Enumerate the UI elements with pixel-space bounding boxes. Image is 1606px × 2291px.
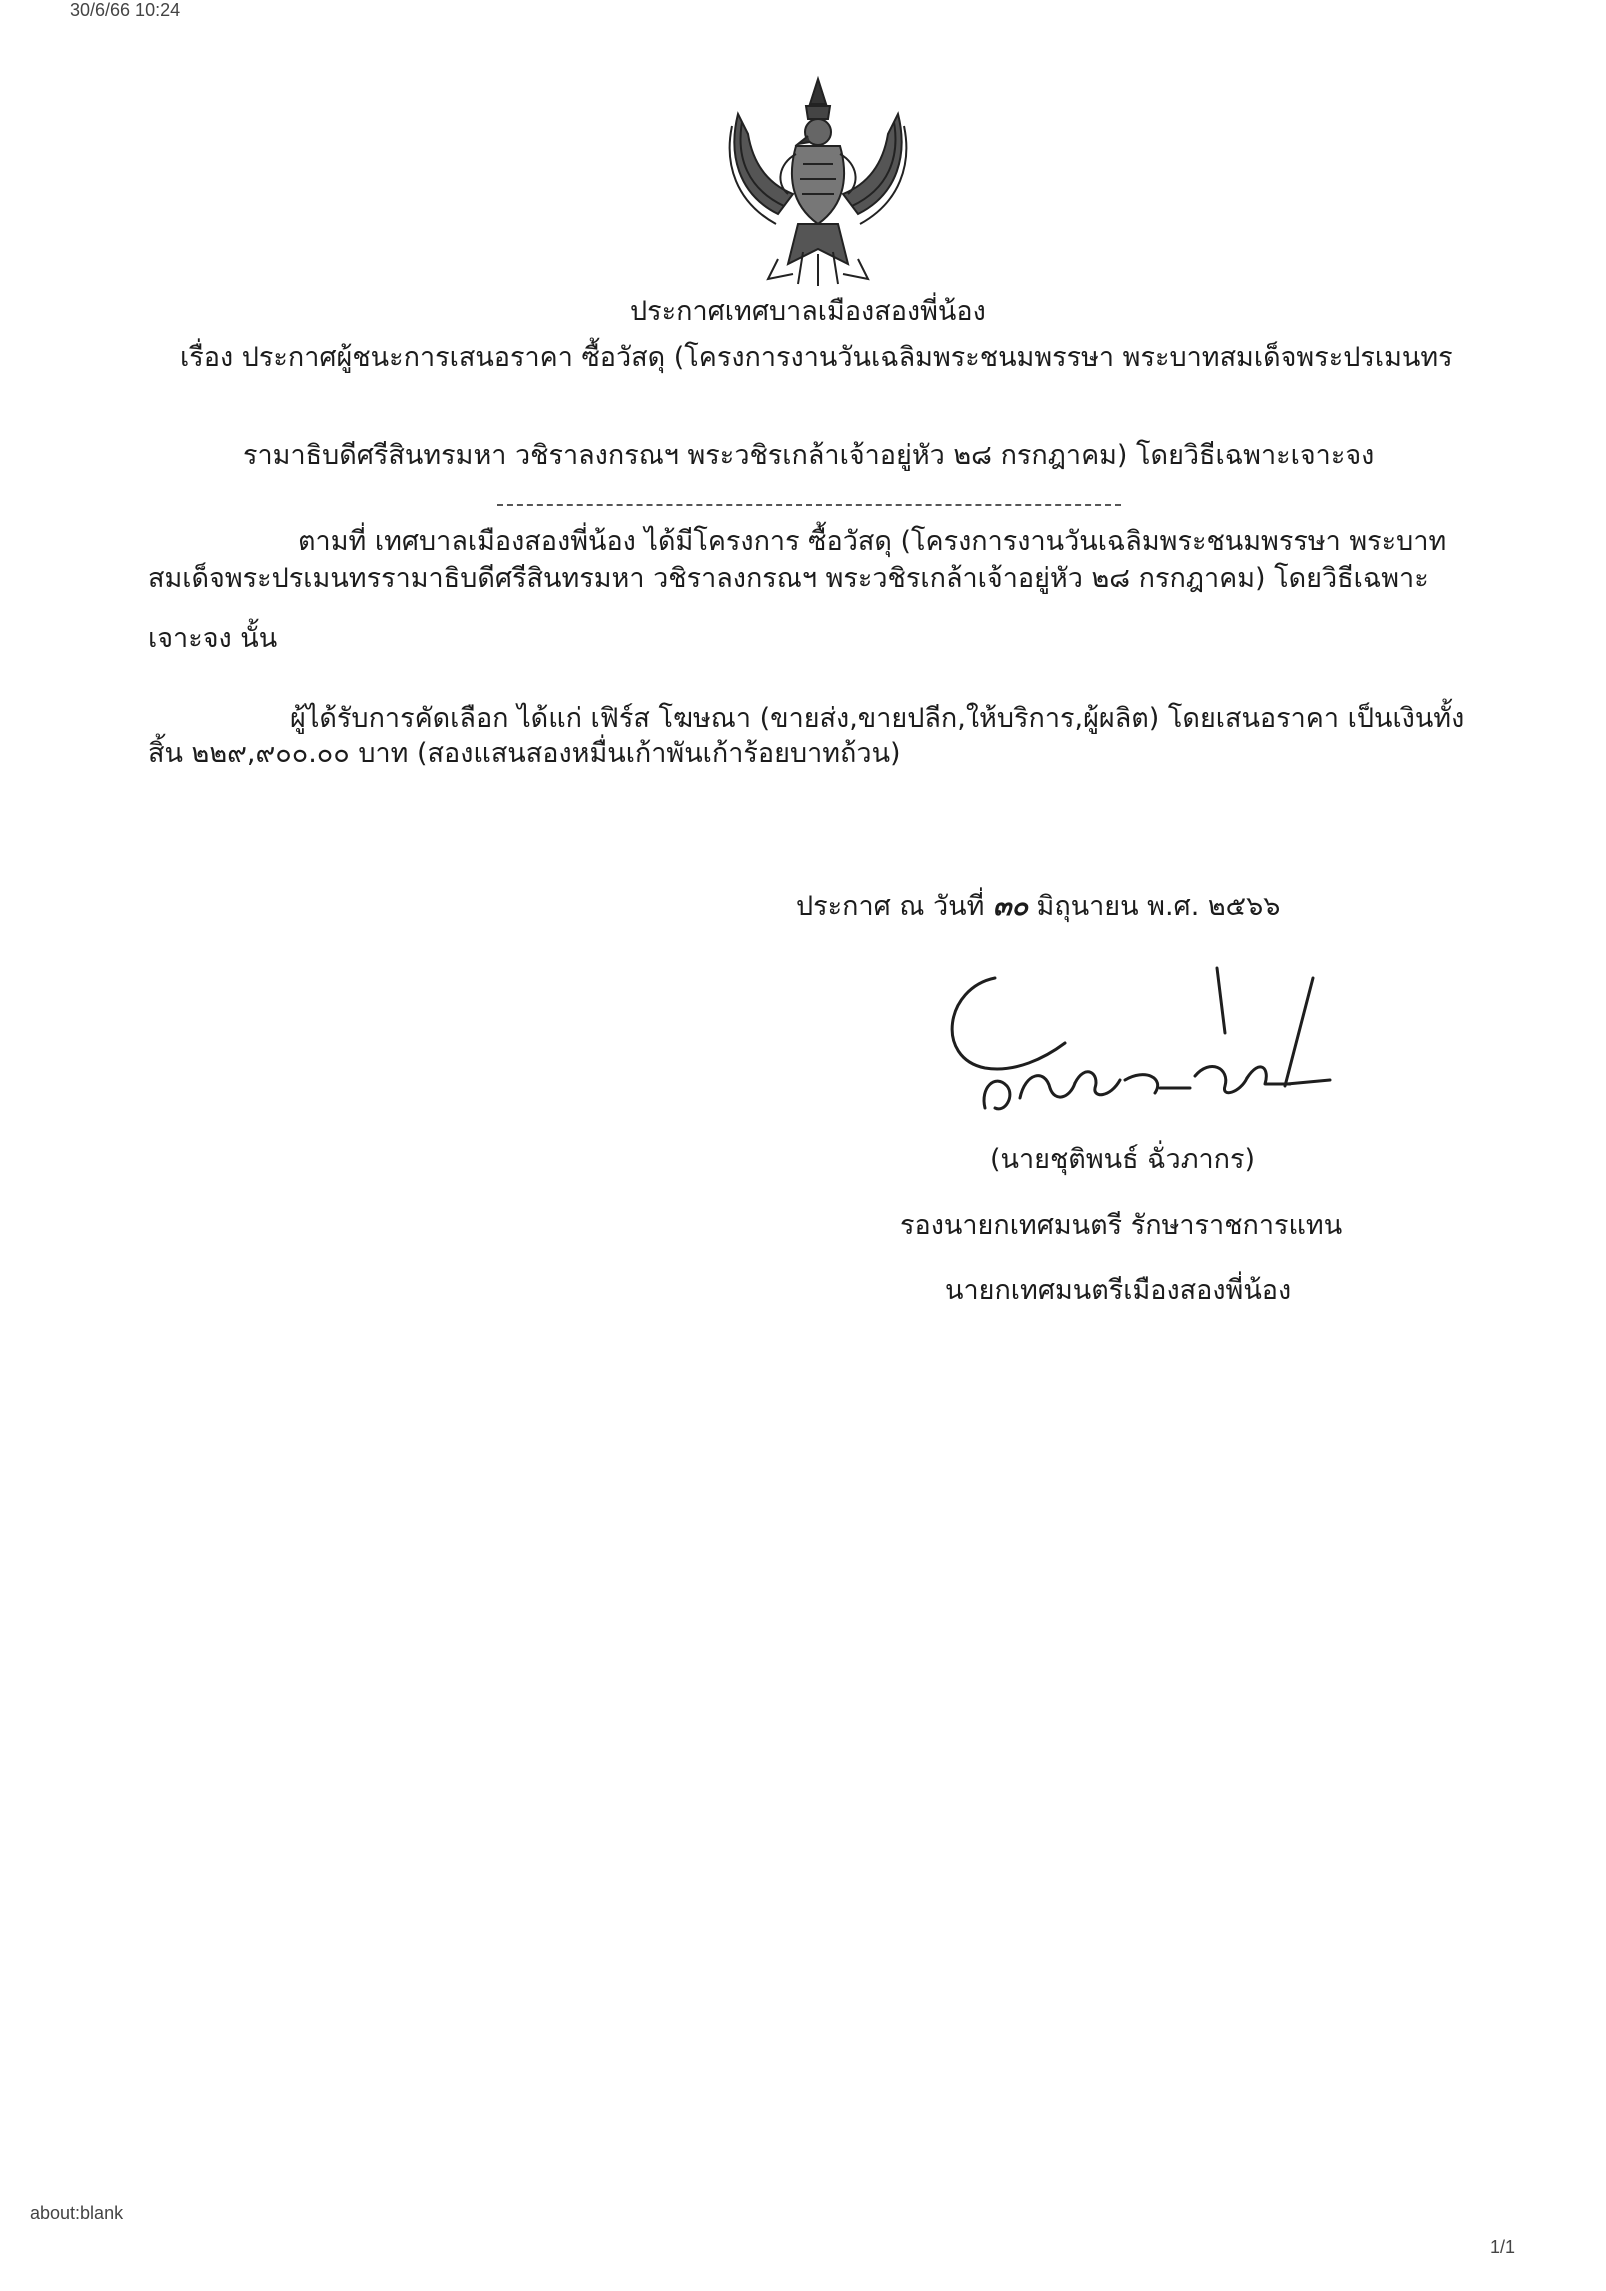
date-day: ๓๐ — [993, 891, 1028, 922]
body-line-1: ตามที่ เทศบาลเมืองสองพี่น้อง ได้มีโครงการ ซื้อวัสดุ (โครงการงานวันเฉลิมพระชนมพรรษา พระบาท — [298, 526, 1447, 557]
print-page-number: 1/1 — [1490, 2237, 1516, 2257]
body-line-4: ผู้ได้รับการคัดเลือก ได้แก่ เฟิร์ส โฆษณา (ขายส่ง,ขายปลีก,ให้บริการ,ผู้ผลิต) โดยเสนอราคา เป็นเงินทั้ง — [290, 703, 1465, 734]
subject-line-1: เรื่อง ประกาศผู้ชนะการเสนอราคา ซื้อวัสดุ (โครงการงานวันเฉลิมพระชนมพรรษา พระบาทสมเด็จพระปรเมนทร — [180, 342, 1453, 373]
signer-position-line-2: นายกเทศมนตรีเมืองสองพี่น้อง — [945, 1275, 1292, 1306]
announcement-date — [796, 893, 1280, 920]
handwritten-signature — [925, 948, 1345, 1128]
garuda-emblem-icon — [718, 74, 918, 294]
print-url: about:blank — [30, 2203, 124, 2223]
separator-dashed-line — [497, 504, 1121, 506]
subject-line-2: รามาธิบดีศรีสินทรมหา วชิราลงกรณฯ พระวชิรเกล้าเจ้าอยู่หัว ๒๘ กรกฎาคม) โดยวิธีเฉพาะเจาะจง — [243, 440, 1375, 471]
date-prefix: ประกาศ ณ วันที่ — [796, 891, 985, 922]
body-line-5: สิ้น ๒๒๙,๙๐๐.๐๐ บาท (สองแสนสองหมื่นเก้าพันเก้าร้อยบาทถ้วน) — [148, 738, 901, 769]
signer-position-line-1: รองนายกเทศมนตรี รักษาราชการแทน — [900, 1210, 1343, 1241]
announcement-title: ประกาศเทศบาลเมืองสองพี่น้อง — [630, 296, 986, 327]
print-timestamp: 30/6/66 10:24 — [70, 0, 181, 20]
body-line-2: สมเด็จพระปรเมนทรรามาธิบดีศรีสินทรมหา วชิราลงกรณฯ พระวชิรเกล้าเจ้าอยู่หัว ๒๘ กรกฎาคม) โดยวิธีเฉพาะ — [148, 563, 1429, 594]
signer-name: (นายชุติพนธ์ ฉั่วภากร) — [990, 1144, 1256, 1175]
body-line-3: เจาะจง นั้น — [148, 623, 278, 654]
date-suffix: มิถุนายน พ.ศ. ๒๕๖๖ — [1036, 891, 1281, 922]
